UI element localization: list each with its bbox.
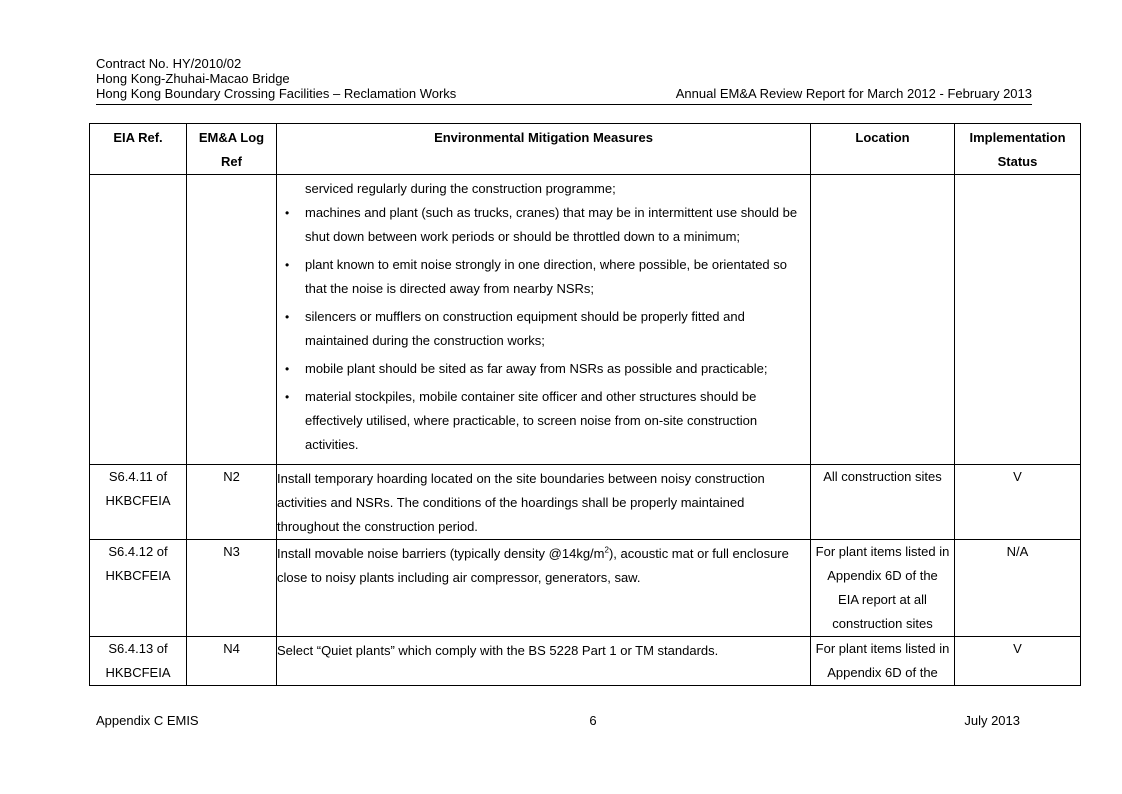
table-header-row [90, 124, 1081, 175]
cell-measure: Install temporary hoarding located on the site boundaries between noisy construction activities and NSRs. The conditions of the hoardings shall be properly maintained throughout the construction period. [277, 465, 811, 540]
list-item: • mobile plant should be sited as far away from NSRs as possible and practicable; [305, 357, 810, 381]
report-title: Annual EM&A Review Report for March 2012 - February 2013 [675, 86, 1032, 101]
col-status-line2: Status [997, 154, 1038, 169]
table-row-continuation [90, 175, 1081, 465]
col-ema-log [187, 124, 277, 175]
bullet-icon: • [285, 390, 290, 404]
list-item: • machines and plant (such as trucks, cranes) that may be in intermittent use should be shut down between work periods or should be throttled down to a minimum; [305, 201, 810, 249]
cell-eia-ref: S6.4.11 of HKBCFEIA [90, 465, 187, 540]
bullet-icon: • [285, 258, 290, 272]
footer-appendix: Appendix C EMIS [96, 713, 199, 728]
bullet-icon: • [285, 362, 290, 376]
measure-bullet-list [277, 201, 810, 457]
list-item: • plant known to emit noise strongly in one direction, where possible, be orientated so that the noise is directed away from nearby NSRs; [305, 253, 810, 301]
col-ema-log-line2: Ref [221, 154, 242, 169]
continued-text: serviced regularly during the construction programme; [305, 181, 616, 196]
header-line [96, 86, 1032, 101]
col-measures: Environmental Mitigation Measures [277, 124, 811, 175]
cell-log-ref: N2 [187, 465, 277, 540]
list-item: • silencers or mufflers on construction equipment should be properly fitted and maintained during the construction works; [305, 305, 810, 353]
page-header [96, 56, 1032, 101]
cell-empty [955, 175, 1081, 465]
col-location: Location [811, 124, 955, 175]
works-name: Hong Kong Boundary Crossing Facilities – Reclamation Works [96, 86, 457, 101]
cell-eia-ref: S6.4.12 of HKBCFEIA [90, 540, 187, 637]
col-status [955, 124, 1081, 175]
mitigation-measures-table [89, 123, 1081, 686]
table-row [90, 540, 1081, 637]
table-row [90, 465, 1081, 540]
col-eia-ref: EIA Ref. [90, 124, 187, 175]
cell-status: V [955, 465, 1081, 540]
cell-location: For plant items listed in Appendix 6D of the EIA report at all construction sites [811, 540, 955, 637]
col-status-line1: Implementation [969, 130, 1066, 145]
header-rule [96, 104, 1032, 105]
page-number: 6 [589, 713, 597, 728]
bullet-icon: • [285, 206, 290, 220]
cell-location: All construction sites [811, 465, 955, 540]
cell-location: For plant items listed in Appendix 6D of the [811, 637, 955, 686]
bullet-icon: • [285, 310, 290, 324]
cell-measure: Install movable noise barriers (typically density $@14kg/m^2$), acoustic mat or full enclosure close to noisy plants including air compressor, generators, saw. [277, 540, 811, 637]
cell-empty [187, 175, 277, 465]
col-ema-log-line1: EM&A Log [198, 130, 265, 145]
project-name: Hong Kong-Zhuhai-Macao Bridge [96, 71, 290, 86]
cell-measures-continued [277, 175, 811, 465]
cell-log-ref: N3 [187, 540, 277, 637]
contract-number: Contract No. HY/2010/02 [96, 56, 242, 71]
cell-status: N/A [955, 540, 1081, 637]
list-item: • material stockpiles, mobile container site officer and other structures should be effectively utilised, where practicable, to screen noise from on-site construction activities. [305, 385, 810, 457]
table-row [90, 637, 1081, 686]
cell-log-ref: N4 [187, 637, 277, 686]
page-footer [96, 713, 1020, 728]
cell-empty [811, 175, 955, 465]
cell-eia-ref: S6.4.13 of HKBCFEIA [90, 637, 187, 686]
cell-measure: Select “Quiet plants” which comply with the BS 5228 Part 1 or TM standards. [277, 637, 811, 686]
cell-empty [90, 175, 187, 465]
cell-status: V [955, 637, 1081, 686]
footer-date: July 2013 [964, 713, 1020, 728]
